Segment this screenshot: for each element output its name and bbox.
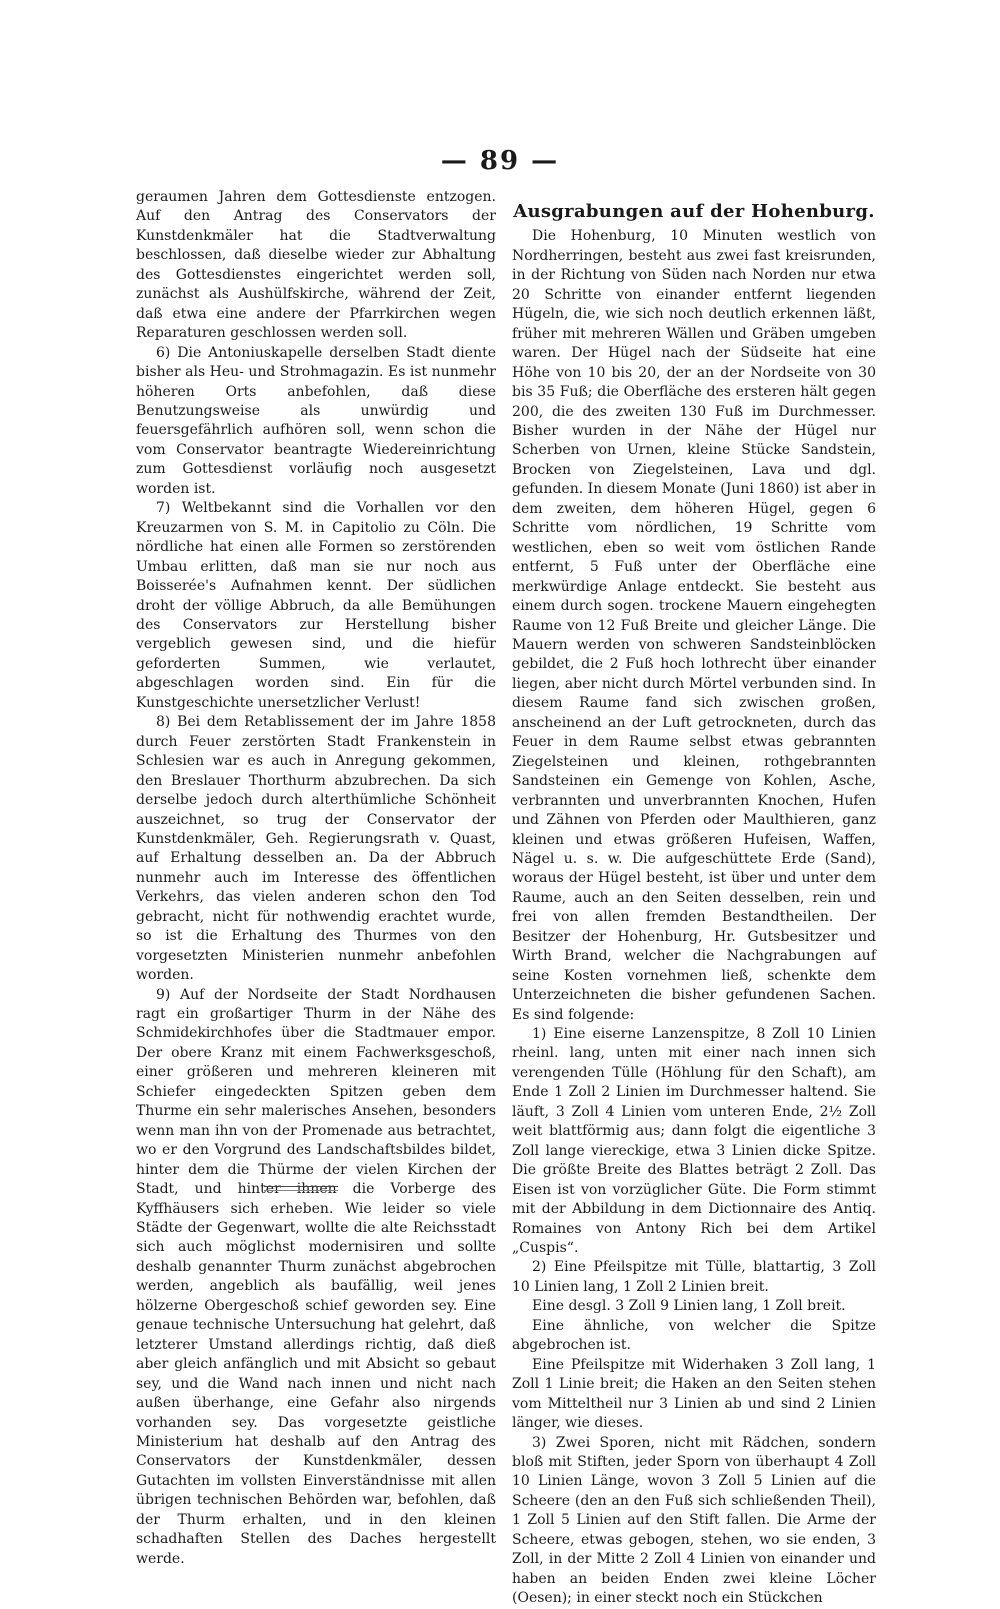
paragraph-item-6: 6) Die Antoniuskapelle derselben Stadt diente bisher als Heu- und Strohmagazin. Es ist nunmehr höheren Orts anbefohlen, daß diese Benutzungsweise als unwürdig und feuersgefährlich aufhören soll, wenn schon die vom Conservator beantragte Wiedereinrichtung zum Gottesdienst vorläufig noch ausgesetzt worden ist. [136,344,496,497]
article-intro-paragraph: Die Hohenburg, 10 Minuten westlich von Nordherringen, besteht aus zwei fast kreisrunden, in der Richtung von Süden nach Norden nur etwa 20 Schritte von einander entfernt liegenden Hügeln, die, wie sich noch deutlich erkennen läßt, früher mit mehreren Wällen und Gräben umgeben waren. Der Hügel nach der Südseite hat eine Höhe von 10 bis 20, der an der Nordseite von 30 bis 35 Fuß; die Oberfläche des ersteren hält gegen 200, die des zweiten 130 Fuß im Durchmesser. Bisher wurden in der Nähe der Hügel nur Scherben von Urnen, kleine Stücke Sandstein, Brocken von Ziegelsteinen, Lava und dgl. gefunden. In diesem Monate (Juni 1860) ist aber in dem zweiten, dem höheren Hügel, gegen 6 Schritte vom nördlichen, 19 Schritte vom westlichen, eben so weit vom östlichen Rande entfernt, 5 Fuß unter der Oberfläche eine merkwürdige Anlage entdeckt. Sie besteht aus einem durch sogen. trockene Mauern eingehegten Raume von 12 Fuß Breite und gleicher Länge. Die Mauern werden von schweren Sandsteinblöcken gebildet, die 2 Fuß hoch lothrecht über einander liegen, aber nicht durch Mörtel verbunden sind. In diesem Raume fand sich zwischen großen, anscheinend an der Luft getrockneten, durch das Feuer in dem Raume selbst etwas gebrannten Ziegelsteinen und kleinen, rothgebrannten Sandsteinen ein Gemenge von Kohlen, Asche, verbrannten und unverbrannten Knochen, Hufen und Zähnen von Pferden oder Maulthieren, ganz kleinen und etwas größeren Hufeisen, Waffen, Nägel u. s. w. Die aufgeschüttete Erde (Sand), woraus der Hügel besteht, ist über und unter dem Raume, auch an den Seiten desselben, rein und frei von allen fremden Bestandtheilen. Der Besitzer der Hohenburg, Hr. Gutsbesitzer und Wirth Brand, welcher die Nachgrabungen auf seine Kosten vornehmen ließ, schenkte dem Unterzeichneten die bisher gefundenen Sachen. Es sind folgende: [512,228,876,1023]
paragraph-item-9: 9) Auf der Nordseite der Stadt Nordhausen ragt ein großartiger Thurm in der Nähe des Schmidekirchhofes über die Stadtmauer empor. Der obere Kranz mit einem Fachwerksgeschoß, einer größeren und mehreren kleineren mit Schiefer eingedeckten Spitzen geben dem Thurme ein sehr malerisches Ansehen, besonders wenn man ihn von der Promenade aus betrachtet, wo er den Vorgrund des Landschaftsbildes bildet, hinter dem die Thürme der vielen Kirchen der Stadt, und hinter ihnen die Vorberge des Kyffhäusers sich erheben. Wie leider so viele Städte der Gegenwart, wollte die alte Reichsstadt sich auch möglichst modernisiren und sollte deshalb genannter Thurm zunächst abgebrochen werden, angeblich als baufällig, weil jenes hölzerne Obergeschoß schief geworden sey. Eine genaue technische Untersuchung hat gelehrt, daß letzterer Umstand allerdings richtig, daß dieß aber gleich anfänglich und mit Absicht so gebaut sey, und die Wand nach innen und nicht nach außen überhange, eine Gefahr also nirgends vorhanden sey. Das vorgesetzte geistliche Ministerium hat deshalb auf den Antrag des Conservators der Kunstdenkmäler, dessen Gutachten im vollsten Einverständnisse mit allen übrigen technischen Behörden war, befohlen, daß der Thurm erhalten, und in den kleinen schadhaften Stellen des Daches hergestellt werde. [136,986,496,1567]
find-item-2c: Eine ähnliche, von welcher die Spitze abgebrochen ist. [512,1317,876,1354]
article-title: Ausgrabungen auf der Hohenburg. [513,201,875,222]
find-item-3: 3) Zwei Sporen, nicht mit Rädchen, sondern bloß mit Stiften, jeder Sporn von überhaupt 4 Zoll 10 Linien Länge, wovon 3 Zoll 5 Linien auf die Scheere (den an den Fuß sich schließenden Theil), 1 Zoll 5 Linien auf den Stift fallen. Die Arme der Scheere, etwas gebogen, stehen, wo sie enden, 3 Zoll, in der Mitte 2 Zoll 4 Linien von einander und haben an beiden Enden zwei kleine Löcher (Oesen); in einer steckt noch ein Stückchen [512,1434,876,1607]
left-column [136,188,496,1569]
find-item-2b: Eine desgl. 3 Zoll 9 Linien lang, 1 Zoll breit. [532,1298,846,1315]
section-divider [264,1186,338,1187]
find-item-1: 1) Eine eiserne Lanzenspitze, 8 Zoll 10 Linien rheinl. lang, unten mit einer nach innen sich verengenden Tülle (Höhlung für den Schaft), am Ende 1 Zoll 2 Linien im Durchmesser haltend. Sie läuft, 3 Zoll 4 Linien vom unteren Ende, 2½ Zoll weit blattförmig aus; dann folgt die eigentliche 3 Zoll lange viereckige, etwa 3 Linien dicke Spitze. Die größte Breite des Blattes beträgt 2 Zoll. Das Eisen ist von vorzüglicher Güte. Die Form stimmt mit der Abbildung in dem Dictionnaire des Antiq. Romaines von Antony Rich bei dem Artikel „Cuspis“. [512,1026,876,1257]
paragraph-continuation: geraumen Jahren dem Gottesdienste entzogen. Auf den Antrag des Conservators der Kunstdenkmäler hat die Stadtverwaltung beschlossen, daß dieselbe wieder zur Abhaltung des Gottesdienstes eingerichtet werden soll, zunächst als Aushülfskirche, während der Zeit, daß etwa eine andere der Pfarrkirchen wegen Reparaturen geschlossen werden soll. [136,189,496,342]
paragraph-item-8: 8) Bei dem Retablissement der im Jahre 1858 durch Feuer zerstörten Stadt Frankenstein in Schlesien war es auch in Anregung gekommen, den Breslauer Thorthurm abzubrechen. Da sich derselbe jedoch durch alterthümliche Schönheit auszeichnet, so trug der Conservator der Kunstdenkmäler, Geh. Regierungsrath v. Quast, auf Erhaltung desselben an. Da der Abbruch nunmehr auch im Interesse des öffentlichen Verkehrs, das vielen anderen schon den Tod gebracht, nicht für nothwendig erachtet wurde, so ist die Erhaltung des Thurmes von den vorgesetzten Ministerien nunmehr anbefohlen worden. [136,714,496,984]
find-item-2: 2) Eine Pfeilspitze mit Tülle, blattartig, 3 Zoll 10 Linien lang, 1 Zoll 2 Linien breit. [512,1259,876,1295]
find-item-2d: Eine Pfeilspitze mit Widerhaken 3 Zoll lang, 1 Zoll 1 Linie breit; die Haken an den Seiten stehen vom Mitteltheil nur 3 Linien ab und sind 2 Linien länger, wie dieses. [512,1356,876,1432]
page-number: — 89 — [440,146,560,176]
right-column [512,188,876,1609]
paragraph-item-7: 7) Weltbekannt sind die Vorhallen vor den Kreuzarmen von S. M. in Capitolio zu Cöln. Die nördliche hat einen alle Formen so zerstörenden Umbau erlitten, daß man sie nur noch aus Boisserée's Aufnahmen kennt. Der südlichen droht der völlige Abbruch, da alle Bemühungen des Conservators zur Herstellung bisher vergeblich gewesen sind, und die hiefür geforderten Summen, wie verlautet, abgeschlagen worden sind. Ein für die Kunstgeschichte unersetzlicher Verlust! [136,500,496,711]
section-divider-secondary [264,1190,338,1191]
